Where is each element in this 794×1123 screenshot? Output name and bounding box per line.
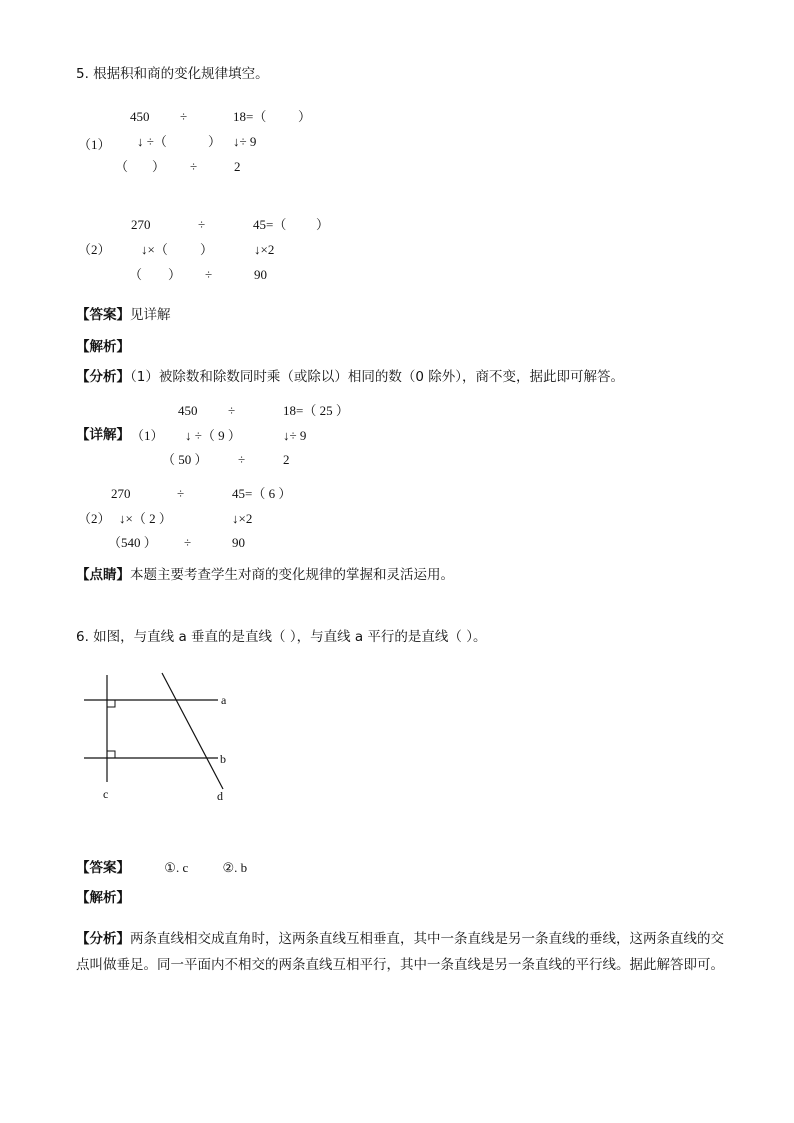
q5-d1-r3-value: （ 50 ） (162, 452, 208, 467)
q5-p2-r3-open: （ (129, 267, 143, 282)
q6-fenxi (76, 926, 736, 978)
q5-d2-divisor-result: 45=（ 6 ） (232, 486, 292, 501)
q5-p2-blank-close: ） (316, 217, 330, 232)
q5-d2-arrow-right: ↓×2 (232, 511, 253, 526)
q5-d1-div-sign: ÷ (228, 403, 236, 418)
dianjing-tag: 【点睛】 (76, 567, 130, 583)
q5-dianjing (76, 569, 454, 583)
q5-p1-r3-value: 2 (234, 159, 241, 174)
q5-p1-label: （1） (78, 137, 111, 152)
q5-d1-arrow-left: ↓ ÷（ 9 ） (185, 428, 241, 443)
q5-p2-divisor: 45=（ (253, 217, 287, 232)
q6-answer (76, 861, 247, 876)
detail-tag: 【详解】 (76, 427, 130, 443)
q5-d1-divisor-result: 18=（ 25 ） (283, 403, 349, 418)
q6-lines-figure (80, 665, 250, 810)
q5-p2-arrow-right: ↓×2 (254, 242, 275, 257)
fenxi-text: 两条直线相交成直角时，这两条直线互相垂直，其中一条直线是另一条直线的垂线，这两条直线的交点叫做垂足。同一平面内不相交的两条直线互相平行，其中一条直线是另一条直线的平行线。据此解答即可。 (76, 931, 724, 973)
q6-analysis-tag: 【解析】 (76, 890, 130, 906)
q5-p2-dividend: 270 (131, 217, 151, 232)
q5-p2-r3-close: ） (168, 267, 182, 282)
answer-item-1: ①. c (164, 860, 189, 875)
label-d: d (217, 789, 223, 803)
q5-d1-label: （1） (131, 428, 164, 443)
label-b: b (220, 752, 226, 766)
q5-d2-arrow-left: ↓×（ 2 ） (119, 511, 172, 526)
q5-p2-label: （2） (78, 242, 111, 257)
q5-p2-arrow-left: ↓×（ (141, 242, 168, 257)
right-angle-mark-b (107, 751, 115, 758)
q5-p2-arrow-left-close: ） (200, 242, 214, 257)
answer-tag: 【答案】 (76, 860, 130, 876)
q5-analysis-tag: 【解析】 (76, 339, 130, 355)
q5-d2-div-sign: ÷ (177, 486, 185, 501)
q6-title: 6. 如图，与直线 a 垂直的是直线（ ），与直线 a 平行的是直线（ ）。 (76, 629, 487, 645)
q5-p1-arrow-right: ↓÷ 9 (233, 134, 257, 149)
q5-p1-arrow-left-close: ） (208, 134, 222, 149)
q5-p1-blank-close: ） (298, 109, 312, 124)
q5-p1-div-sign: ÷ (180, 109, 188, 124)
answer-tag: 【答案】 (76, 307, 130, 323)
label-a: a (221, 693, 227, 707)
label-c: c (103, 787, 109, 801)
q5-p1-r3-div-sign: ÷ (190, 159, 198, 174)
q5-title: 5. 根据积和商的变化规律填空。 (76, 66, 269, 82)
q5-p1-arrow-left: ↓ ÷（ (137, 134, 167, 149)
answer-text: 见详解 (130, 307, 171, 323)
q5-d1-arrow-right: ↓÷ 9 (283, 428, 307, 443)
q5-fenxi (76, 371, 624, 385)
answer-item-2: ②. b (222, 860, 248, 875)
fenxi-text: （1）被除数和除数同时乘（或除以）相同的数（0 除外），商不变，据此即可解答。 (130, 369, 624, 385)
q5-d2-r3-divisor: 90 (232, 535, 245, 550)
q5-answer (76, 309, 171, 323)
fenxi-tag: 【分析】 (76, 931, 130, 947)
line-d (162, 673, 223, 789)
q5-d2-label: （2） (78, 511, 111, 526)
right-angle-mark-a (107, 700, 115, 707)
q5-d1-r3-div-sign: ÷ (238, 452, 246, 467)
q5-p2-r3-value: 90 (254, 267, 267, 282)
q5-p2-div-sign: ÷ (198, 217, 206, 232)
dianjing-text: 本题主要考查学生对商的变化规律的掌握和灵活运用。 (130, 567, 454, 583)
q5-d2-dividend: 270 (111, 486, 131, 501)
q5-d2-r3-value: （540 ） (108, 535, 157, 550)
q5-p2-r3-div-sign: ÷ (205, 267, 213, 282)
q5-p1-divisor: 18=（ (233, 109, 267, 124)
q5-d1-dividend: 450 (178, 403, 198, 418)
q5-p1-dividend: 450 (130, 109, 150, 124)
q5-p1-r3-close: ） (152, 159, 166, 174)
q5-p1-r3-open: （ (115, 159, 129, 174)
fenxi-tag: 【分析】 (76, 369, 130, 385)
q5-d2-r3-div-sign: ÷ (184, 535, 192, 550)
q5-d1-r3-divisor: 2 (283, 452, 290, 467)
